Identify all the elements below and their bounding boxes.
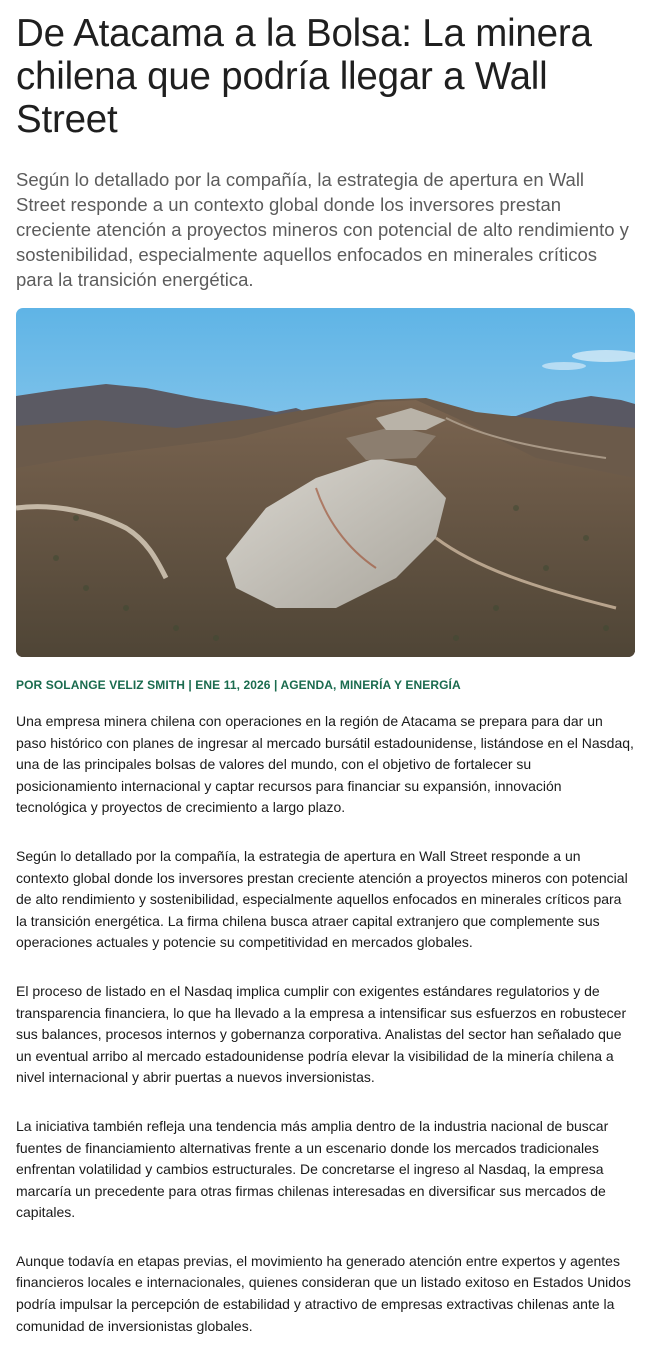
article-paragraph: La iniciativa también refleja una tendencia más amplia dentro de la industria nacional de buscar fuentes de financiamiento alternativas frente a un escenario donde los mercados tradicionales enfrentan volatilidad y cambios estructurales. De concretarse el ingreso al Nasdaq, la empresa marcaría un precedente para otras firmas chilenas interesadas en diversificar sus mercados de capitales. — [16, 1117, 609, 1221]
article-headline: De Atacama a la Bolsa: La minera chilena que podría llegar a Wall Street — [16, 12, 592, 141]
article-subtitle: Según lo detallado por la compañía, la estrategia de apertura en Wall Street responde a un contexto global donde los inversores prestan creciente atención a proyectos mineros con potencial de alto rendimiento y sostenibilidad, especialmente aquellos enfocados en minerales críticos para la transición energética. — [16, 169, 629, 290]
article-paragraph: El proceso de listado en el Nasdaq implica cumplir con exigentes estándares regulatorios y de transparencia financiera, lo que ha llevado a la empresa a intensificar sus esfuerzos en robustecer sus balances, procesos internos y gobernanza corporativa. Analistas del sector han señalado que un eventual arribo al mercado estadounidense podría elevar la visibilidad de la minería chilena a nivel internacional y abrir puertas a nuevos inversionistas. — [16, 982, 627, 1086]
article — [0, 12, 650, 1337]
article-paragraph: Según lo detallado por la compañía, la estrategia de apertura en Wall Street responde a un contexto global donde los inversores prestan creciente atención a proyectos mineros con potencial de alto rendimiento y sostenibilidad, especialmente aquellos enfocados en minerales críticos para la transición energética. La firma chilena busca atraer capital extranjero que complemente sus operaciones actuales y potencie su competitividad en mercados globales. — [16, 847, 628, 951]
article-paragraph: Una empresa minera chilena con operaciones en la región de Atacama se prepara para dar un paso histórico con planes de ingresar al mercado bursátil estadounidense, listándose en el Nasdaq, una de las principales bolsas de valores del mundo, con el objetivo de fortalecer su posicionamiento internacional y captar recursos para financiar su expansión, innovación tecnológica y proyectos de crecimiento a largo plazo. — [16, 713, 634, 816]
article-byline: POR SOLANGE VELIZ SMITH | ENE 11, 2026 | AGENDA, MINERÍA Y ENERGÍA — [16, 678, 461, 692]
hero-image-graphic — [16, 308, 635, 657]
article-paragraph: Aunque todavía en etapas previas, el movimiento ha generado atención entre expertos y agentes financieros locales e internacionales, quienes consideran que un listado exitoso en Estados Unidos podría impulsar la percepción de estabilidad y atractivo de empresas extractivas chilenas ante la comunidad de inversionistas globales. — [16, 1252, 631, 1334]
hero-image — [16, 308, 635, 657]
article-body — [16, 711, 634, 1337]
